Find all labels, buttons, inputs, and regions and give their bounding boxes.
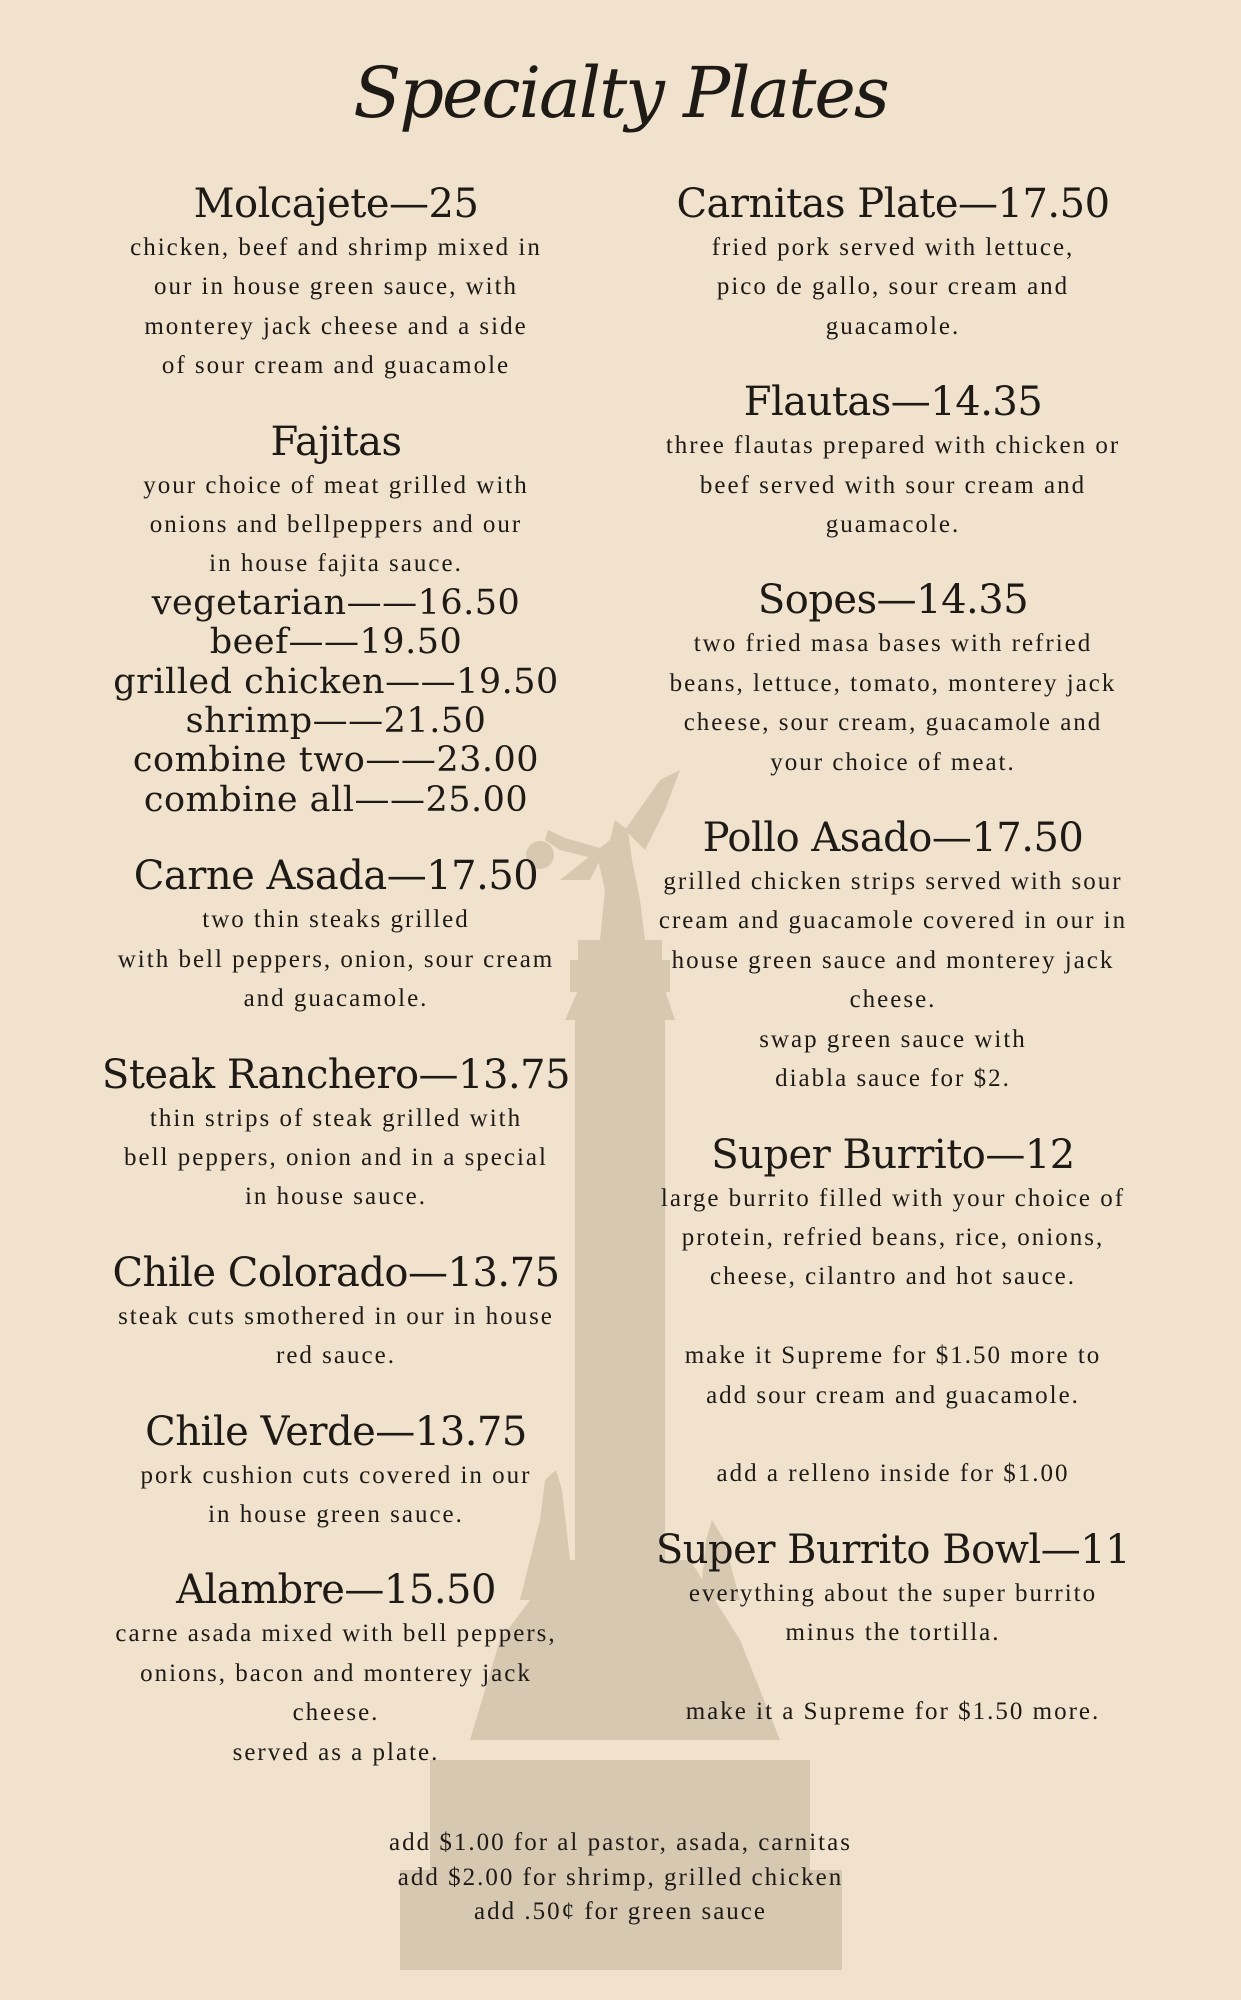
item-desc-line: pico de gallo, sour cream and (716, 273, 1070, 301)
add-on-line: add $2.00 for shrimp, grilled chicken (397, 1863, 844, 1891)
item-desc-line: pork cushion cuts covered in our (140, 1461, 532, 1489)
item-desc-line: make it a Supreme for $1.50 more. (685, 1697, 1101, 1725)
item-title: Carne Asada—17.50 (133, 853, 539, 900)
menu-item (80, 1051, 592, 1217)
item-desc-line: bell peppers, onion and in a special (124, 1143, 548, 1171)
item-desc-line: swap green sauce with (759, 1025, 1027, 1053)
item-desc-line: cheese, sour cream, guacamole and (683, 709, 1103, 737)
item-title: Super Burrito Bowl—11 (655, 1526, 1131, 1573)
item-title: Fajitas (270, 418, 402, 465)
item-desc-line: cream and guacamole covered in our in (658, 907, 1128, 935)
item-desc-line: add a relleno inside for $1.00 (716, 1460, 1070, 1488)
menu-item (80, 852, 592, 1018)
item-desc-line: chicken, beef and shrimp mixed in (130, 234, 542, 261)
item-desc-line: thin strips of steak grilled with (149, 1104, 523, 1132)
item-desc-line: monterey jack cheese and a side (144, 312, 528, 340)
menu-item (628, 576, 1158, 782)
add-on-line: add $1.00 for al pastor, asada, carnitas (389, 1829, 852, 1856)
item-title: Steak Ranchero—13.75 (101, 1051, 571, 1098)
item-desc-line: beans, lettuce, tomato, monterey jack (669, 669, 1117, 697)
item-desc-line: minus the tortilla. (785, 1619, 1001, 1647)
item-title: Super Burrito—12 (711, 1131, 1075, 1178)
fajita-price-line: grilled chicken——19.50 (113, 661, 559, 702)
menu-item (628, 1526, 1158, 1732)
menu-item (80, 1566, 592, 1772)
menu-item (628, 1131, 1158, 1494)
item-desc-line: diabla sauce for $2. (775, 1065, 1011, 1093)
add-on-line: add .50¢ for green sauce (473, 1898, 768, 1925)
item-title: Pollo Asado—17.50 (702, 815, 1084, 862)
menu-item (80, 418, 592, 821)
item-desc-line: cheese, cilantro and hot sauce. (709, 1263, 1077, 1291)
item-desc-line: large burrito filled with your choice of (660, 1184, 1126, 1212)
item-desc-line: cheese. (292, 1699, 380, 1727)
item-desc-line: guamacole. (825, 511, 961, 539)
item-desc-line: guacamole. (825, 312, 961, 340)
add-on-notes (0, 1826, 1241, 1930)
fajita-price-line: vegetarian——16.50 (151, 582, 521, 623)
menu-title: Specialty Plates (353, 52, 888, 134)
fajita-price-line: shrimp——21.50 (185, 701, 487, 742)
item-desc-line: steak cuts smothered in our in house (118, 1302, 554, 1330)
item-desc-line: house green sauce and monterey jack (671, 946, 1115, 974)
item-desc-line: cheese. (849, 986, 937, 1014)
item-desc-line: in house fajita sauce. (209, 550, 463, 578)
item-title: Chile Colorado—13.75 (112, 1249, 560, 1296)
item-desc-line: onions and bellpeppers and our (149, 511, 523, 539)
item-title: Flautas—14.35 (743, 379, 1043, 426)
item-desc-line: add sour cream and guacamole. (706, 1381, 1080, 1409)
item-desc-line: your choice of meat grilled with (143, 471, 529, 499)
item-desc-line: red sauce. (276, 1342, 396, 1370)
item-desc-line: make it Supreme for $1.50 more to (684, 1342, 1102, 1370)
item-desc-line: everything about the super burrito (688, 1579, 1098, 1607)
spacer (628, 1415, 1158, 1454)
left-menu-column (80, 180, 592, 1804)
menu-item (80, 180, 592, 386)
menu-item (628, 180, 1158, 346)
item-desc-line: carne asada mixed with bell peppers, (115, 1620, 557, 1648)
spacer (628, 1297, 1158, 1336)
item-desc-line: grilled chicken strips served with sour (663, 868, 1123, 896)
fajita-price-line: combine two——23.00 (132, 740, 540, 781)
fajita-price-line: beef——19.50 (209, 622, 463, 663)
item-desc-line: two thin steaks grilled (202, 906, 470, 934)
item-title: Sopes—14.35 (757, 577, 1029, 624)
item-title: Carnitas Plate—17.50 (676, 181, 1110, 227)
item-desc-line: served as a plate. (232, 1738, 440, 1766)
item-desc-line: and guacamole. (243, 985, 429, 1013)
spacer (628, 1653, 1158, 1692)
menu-item (628, 814, 1158, 1098)
item-title: Alambre—15.50 (176, 1567, 496, 1614)
item-desc-line: with bell peppers, onion, sour cream (117, 945, 555, 973)
item-desc-line: your choice of meat. (770, 748, 1016, 776)
item-desc-line: in house green sauce. (208, 1500, 464, 1528)
menu-item (80, 1408, 592, 1535)
item-desc-line: three flautas prepared with chicken or (665, 432, 1121, 460)
item-title: Chile Verde—13.75 (145, 1408, 527, 1455)
item-desc-line: two fried masa bases with refried (693, 630, 1093, 658)
item-desc-line: our in house green sauce, with (153, 273, 519, 301)
item-title: Molcajete—25 (193, 181, 479, 227)
menu-item (628, 378, 1158, 544)
fajita-price-line: combine all——25.00 (143, 779, 529, 820)
right-menu-column (628, 180, 1158, 1763)
menu-item (80, 1249, 592, 1376)
item-desc-line: beef served with sour cream and (699, 471, 1087, 499)
item-desc-line: protein, refried beans, rice, onions, (681, 1223, 1105, 1251)
item-desc-line: onions, bacon and monterey jack (140, 1659, 532, 1687)
item-desc-line: in house sauce. (244, 1183, 428, 1211)
item-desc-line: fried pork served with lettuce, (711, 234, 1075, 261)
item-desc-line: of sour cream and guacamole (161, 352, 511, 380)
